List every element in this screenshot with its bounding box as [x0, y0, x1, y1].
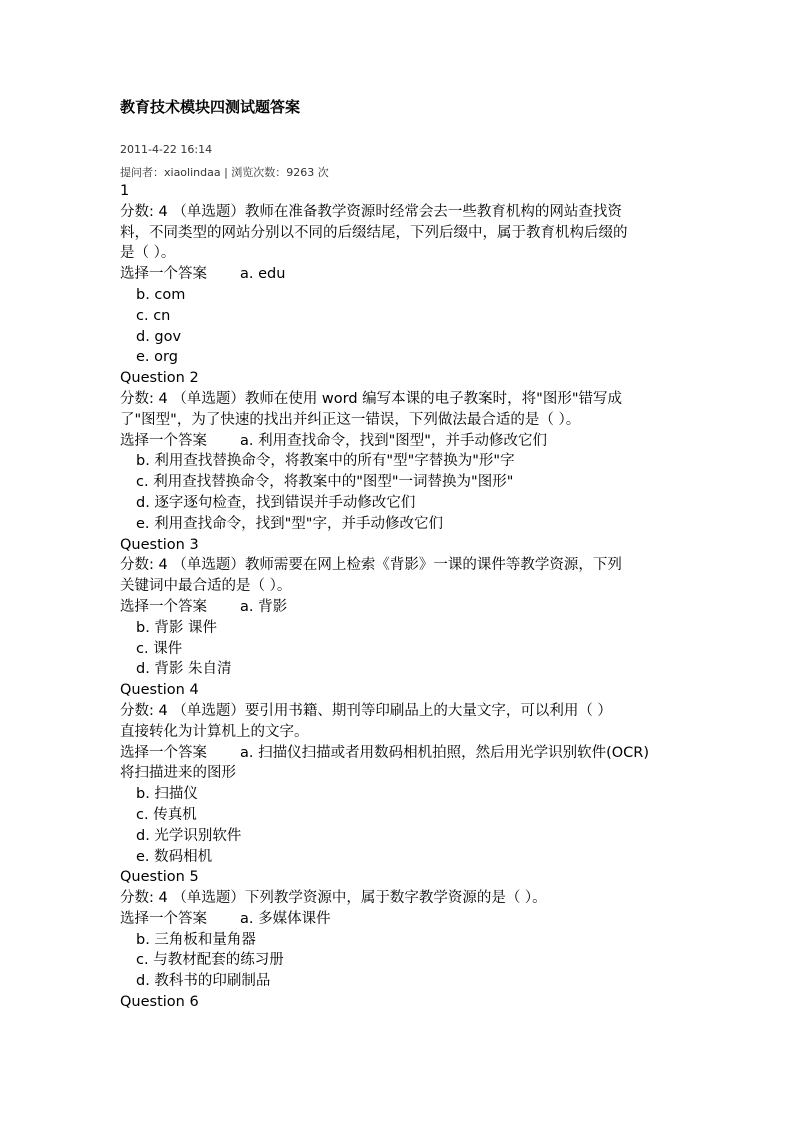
answer-option[interactable]: a. 背影: [240, 598, 288, 615]
answer-option[interactable]: c. cn: [136, 307, 171, 324]
answer-option[interactable]: b. com: [136, 286, 186, 303]
answer-choose-row: [120, 743, 720, 764]
choose-answer-label: 选择一个答案: [120, 744, 207, 761]
answer-choose-row: [120, 431, 720, 452]
choose-answer-label: 选择一个答案: [120, 910, 207, 927]
answer-choose-row: [120, 264, 720, 285]
answer-option[interactable]: c. 课件: [136, 640, 183, 657]
answer-option[interactable]: b. 利用查找替换命令，将教案中的所有"型"字替换为"形"字: [136, 453, 515, 470]
document-title: 教育技术模块四测试题答案: [120, 98, 301, 116]
answer-option[interactable]: c. 利用查找替换命令，将教案中的"图型"一词替换为"图形": [136, 474, 514, 491]
question-stem-line: 料，不同类型的网站分别以不同的后缀结尾，下列后缀中，属于教育机构后缀的: [120, 224, 628, 241]
answer-option[interactable]: a. edu: [240, 266, 286, 283]
question-stem-line: 直接转化为计算机上的文字。: [120, 723, 309, 740]
question-list: [120, 181, 720, 1013]
question-number: Question 4: [120, 682, 199, 699]
question-number: Question 5: [120, 869, 199, 886]
answer-choose-row: [120, 597, 720, 618]
question-stem-line: 分数: 4 （单选题）教师需要在网上检索《背影》一课的课件等教学资源，下列: [120, 557, 622, 574]
answer-option[interactable]: d. gov: [136, 328, 182, 345]
answer-option-continuation: 将扫描进来的图形: [120, 765, 236, 782]
answer-option[interactable]: d. 逐字逐句检查，找到错误并手动修改它们: [136, 494, 416, 511]
answer-option[interactable]: b. 背影 课件: [136, 619, 218, 636]
answer-option[interactable]: e. org: [136, 349, 178, 366]
question-stem-line: 分数: 4 （单选题）教师在使用 word 编写本课的电子教案时，将"图形"错写成: [120, 390, 623, 407]
question-block: [120, 680, 720, 867]
question-stem-line: 是（ ）。: [120, 245, 176, 262]
answer-option[interactable]: c. 与教材配套的练习册: [136, 952, 284, 969]
answer-option[interactable]: e. 数码相机: [136, 848, 213, 865]
answer-choose-row: [120, 909, 720, 930]
answer-option[interactable]: b. 三角板和量角器: [136, 931, 256, 948]
question-block: [120, 535, 720, 681]
question-stem-line: 分数: 4 （单选题）要引用书籍、期刊等印刷品上的大量文字，可以利用（ ）: [120, 702, 612, 719]
question-stem-line: 分数: 4 （单选题）下列教学资源中，属于数字教学资源的是（ ）。: [120, 890, 547, 907]
question-block: [120, 867, 720, 992]
answer-option[interactable]: c. 传真机: [136, 806, 197, 823]
answer-option[interactable]: e. 利用查找命令，找到"型"字，并手动修改它们: [136, 515, 443, 532]
question-number: Question 6: [120, 994, 199, 1011]
question-stem-line: 了"图型"，为了快速的找出并纠正这一错误，下列做法最合适的是（ ）。: [120, 411, 581, 428]
choose-answer-label: 选择一个答案: [120, 432, 207, 449]
question-block: [120, 368, 720, 534]
question-number: 1: [120, 183, 130, 199]
answer-option[interactable]: d. 教科书的印刷制品: [136, 973, 271, 990]
choose-answer-label: 选择一个答案: [120, 598, 207, 615]
answer-option[interactable]: a. 利用查找命令，找到"图型"，并手动修改它们: [240, 432, 547, 449]
question-stem-line: 关键词中最合适的是（ ）。: [120, 578, 292, 595]
answer-option[interactable]: b. 扫描仪: [136, 786, 198, 803]
answer-option[interactable]: a. 扫描仪扫描或者用数码相机拍照，然后用光学识别软件(OCR): [240, 744, 650, 761]
choose-answer-label: 选择一个答案: [120, 266, 207, 283]
question-stem-line: 分数: 4 （单选题）教师在准备教学资源时经常会去一些教育机构的网站查找资: [120, 203, 622, 220]
answer-option[interactable]: a. 多媒体课件: [240, 910, 331, 927]
question-number: Question 3: [120, 536, 199, 553]
answer-option[interactable]: d. 背影 朱自清: [136, 661, 232, 678]
question-number: Question 2: [120, 370, 199, 387]
asker-meta: 提问者：xiaolindaa | 浏览次数：9263 次: [120, 166, 329, 179]
answer-option[interactable]: d. 光学识别软件: [136, 827, 242, 844]
question-block: [120, 181, 720, 368]
post-date: 2011-4-22 16:14: [120, 143, 213, 156]
